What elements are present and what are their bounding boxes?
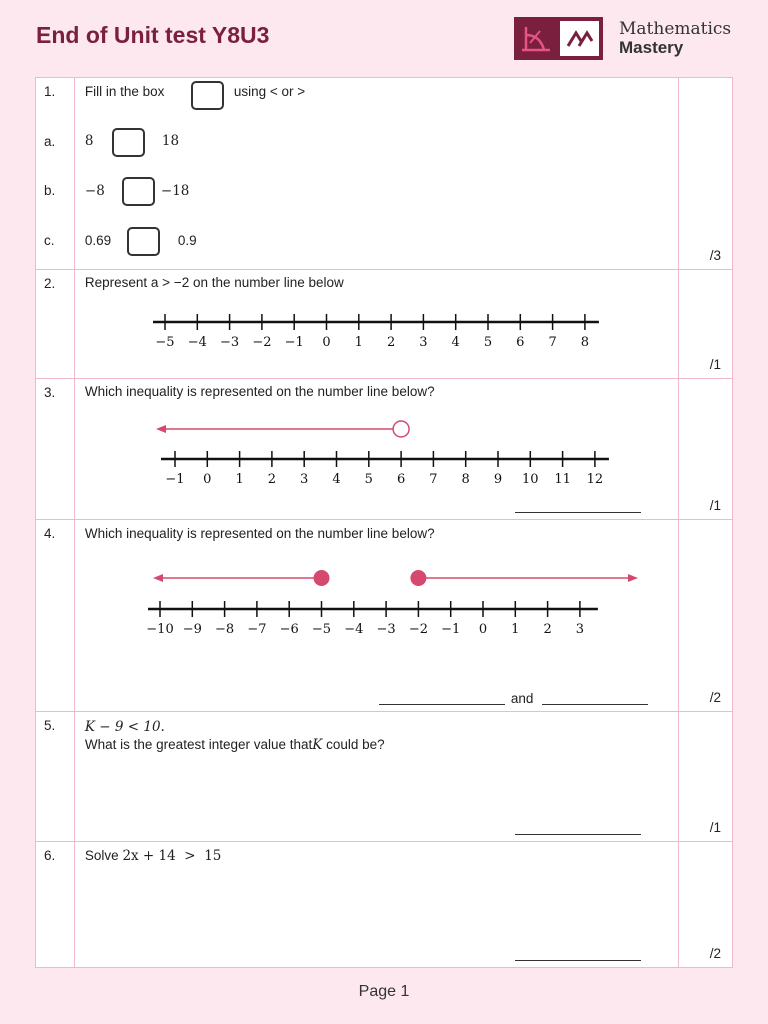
number-line[interactable] (75, 270, 680, 379)
question-text: using < or > (233, 84, 306, 99)
arrow-head (153, 574, 163, 582)
closed-circle (313, 570, 329, 586)
arrow-head (628, 574, 638, 582)
number-line-tick-label: 5 (364, 472, 373, 487)
number-line (75, 520, 680, 712)
number-line-tick-label: 5 (483, 335, 493, 350)
answer-line[interactable] (379, 704, 505, 705)
test-table (35, 77, 733, 968)
question-text-part: could be? (326, 737, 385, 752)
marks-label: /1 (709, 357, 721, 372)
number-line-tick-label: 0 (478, 622, 488, 637)
question-text: Which inequality is represented on the number line below? (84, 384, 435, 399)
number-line-tick-label: 10 (521, 472, 539, 487)
compare-left-value: 8 (84, 133, 94, 149)
compare-right-value: −18 (160, 183, 190, 199)
number-line-tick-label: 0 (322, 335, 331, 350)
number-line-tick-label: −10 (146, 622, 174, 637)
marks-label: /2 (709, 690, 721, 705)
number-line-tick-label: 8 (461, 472, 470, 487)
number-line-tick-label: 6 (516, 335, 525, 350)
question-row (36, 78, 733, 270)
question-text (85, 737, 385, 753)
marks-label: /1 (709, 498, 721, 513)
question-number: 1. (44, 84, 56, 99)
logo-inner-square (560, 21, 599, 56)
question-row (36, 520, 733, 712)
number-line-tick-label: 7 (429, 472, 438, 487)
compare-left-value: −8 (84, 183, 105, 199)
number-line-tick-label: 3 (299, 472, 309, 487)
protractor-icon (514, 17, 558, 60)
number-line-tick-label: −2 (408, 622, 428, 637)
marks-label: /2 (709, 946, 721, 961)
number-line-tick-label: −4 (344, 622, 364, 637)
number-line-tick-label: −5 (311, 622, 331, 637)
number-line-tick-label: 3 (575, 622, 584, 637)
number-line-tick-label: 3 (419, 335, 428, 350)
variable-k: K (312, 737, 323, 753)
answer-box[interactable] (122, 177, 155, 206)
number-line-tick-label: 2 (543, 622, 552, 637)
number-line-tick-label: −3 (219, 335, 240, 350)
number-line-tick-label: 4 (332, 472, 341, 487)
compare-left-value: 0.69 (84, 233, 112, 248)
question-text (85, 848, 221, 864)
number-line-tick-label: 9 (493, 472, 503, 487)
inequality-expression: K − 9 < 10. (84, 719, 165, 735)
page-title: End of Unit test Y8U3 (36, 22, 270, 48)
part-label: a. (44, 134, 56, 149)
number-line-tick-label: −2 (252, 335, 272, 350)
number-line-tick-label: −4 (187, 335, 207, 350)
marks-label: /3 (709, 248, 721, 263)
number-line-tick-label: −5 (155, 335, 175, 350)
number-line-tick-label: 7 (548, 335, 557, 350)
answer-box (191, 81, 224, 110)
question-text: Fill in the box (84, 84, 165, 99)
number-line-tick-label: 2 (267, 472, 276, 487)
answer-box[interactable] (127, 227, 160, 256)
answer-line[interactable] (515, 834, 641, 835)
mathematics-mastery-logo (514, 17, 734, 61)
question-number: 2. (44, 276, 56, 291)
logo-text-mastery: Mastery (619, 38, 684, 57)
compare-right-value: 0.9 (177, 233, 197, 248)
chevron-logo-icon (560, 21, 599, 56)
question-text: Which inequality is represented on the number line below? (84, 526, 435, 541)
number-line-tick-label: 1 (235, 472, 244, 487)
question-text-part: What is the greatest integer value that (84, 737, 313, 752)
open-circle (393, 421, 409, 437)
compare-right-value: 18 (161, 133, 180, 149)
part-label: b. (44, 183, 56, 198)
number-line-tick-label: −9 (182, 622, 202, 637)
question-number: 6. (44, 848, 56, 863)
question-row (36, 842, 733, 968)
number-line-tick-label: 0 (203, 472, 212, 487)
closed-circle (410, 570, 426, 586)
number-line-tick-label: −8 (214, 622, 235, 637)
number-line-tick-label: 6 (396, 472, 406, 487)
question-number: 4. (44, 526, 56, 541)
answer-line[interactable] (542, 704, 648, 705)
number-line-tick-label: −1 (165, 472, 185, 487)
number-line-tick-label: 1 (354, 335, 363, 350)
marks-label: /1 (709, 820, 721, 835)
question-text-part: Solve (84, 848, 119, 863)
and-label: and (510, 691, 534, 706)
answer-box[interactable] (112, 128, 145, 157)
inequality-expression: 2x + 14 > 15 (122, 848, 222, 864)
answer-line[interactable] (515, 960, 641, 961)
number-line-tick-label: −1 (441, 622, 461, 637)
question-row (36, 712, 733, 842)
question-row (36, 379, 733, 520)
logo-mark (514, 17, 603, 60)
part-label: c. (44, 233, 55, 248)
number-line-tick-label: −6 (279, 622, 299, 637)
number-line-tick-label: −1 (284, 335, 304, 350)
number-line-tick-label: 11 (554, 472, 571, 487)
number-line-tick-label: 12 (586, 472, 604, 487)
number-line-tick-label: −3 (376, 622, 396, 637)
question-number: 5. (44, 718, 56, 733)
answer-line[interactable] (515, 512, 641, 513)
number-line-tick-label: 4 (451, 335, 460, 350)
number-line-tick-label: −7 (247, 622, 267, 637)
logo-text-mathematics: Mathematics (619, 19, 732, 39)
number-line-tick-label: 2 (386, 335, 396, 350)
arrow-head (156, 425, 166, 433)
question-row (36, 270, 733, 379)
question-number: 3. (44, 385, 56, 400)
number-line (75, 379, 680, 520)
page-number: Page 1 (358, 983, 410, 1000)
number-line-tick-label: 1 (511, 622, 520, 637)
number-line-tick-label: 8 (580, 335, 589, 350)
question-text: Represent a > −2 on the number line below (84, 275, 344, 290)
